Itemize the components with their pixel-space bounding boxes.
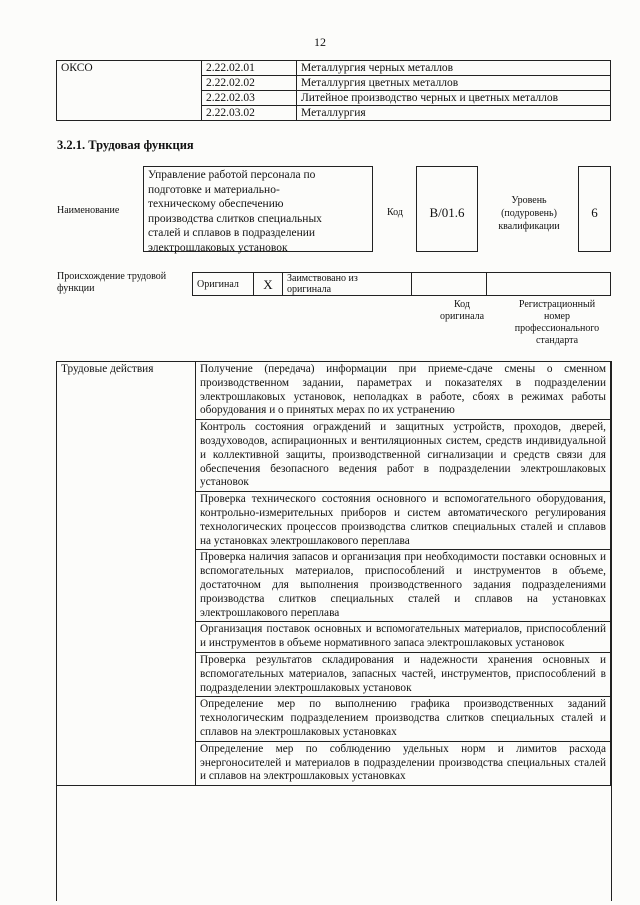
registration-caption-line: профессионального	[514, 323, 600, 334]
page-number: 12	[314, 35, 326, 49]
okso-code: 2.22.02.01	[202, 61, 297, 76]
function-name-line: Управление работой персонала по	[148, 169, 316, 181]
original-mark: X	[254, 273, 283, 296]
function-name-line: подготовке и материально-	[148, 183, 280, 196]
code-value: В/01.6	[416, 166, 478, 252]
okso-name: Литейное производство черных и цветных металлов	[297, 91, 611, 106]
table-frame-right	[611, 361, 612, 901]
okso-code: 2.22.02.03	[202, 91, 297, 106]
function-name-line: сталей и сплавов в подразделении	[148, 227, 316, 239]
labor-action-item: Определение мер по выполнению графика производственных заданий технологическим подразделением производства слитков специальных сталей и сплавов на электрошлаковых установках	[196, 697, 611, 741]
labor-action-item: Контроль состояния ограждений и защитных устройств, проходов, дверей, воздуховодов, аспирационных и вентиляционных систем, средств индивидуальной и коллективной защиты, производственной сигнализации и средств связи для обеспечения безопасного ведения работ в подразделении электрошлаковых установок	[196, 420, 611, 492]
function-name-line: производства слитков специальных	[148, 212, 322, 225]
registration-caption-line: Регистрационный	[518, 299, 596, 310]
original-label: Оригинал	[193, 273, 254, 296]
okso-code: 2.22.03.02	[202, 106, 297, 121]
level-label-line: Уровень	[511, 195, 547, 206]
labor-action-item: Проверка результатов складирования и надежности хранения основных и вспомогательных материалов, запасных частей, инструментов, приспособлений в подразделении электрошлаковых установок	[196, 652, 611, 696]
code-caption-line: Код	[454, 299, 470, 310]
okso-code: 2.22.02.02	[202, 76, 297, 91]
origin-table	[192, 272, 611, 296]
okso-name: Металлургия	[297, 106, 611, 121]
registration-number-cell	[487, 273, 611, 296]
code-label: Код	[387, 207, 403, 218]
borrowed-cell	[283, 273, 412, 296]
original-code-cell	[412, 273, 487, 296]
registration-caption	[504, 299, 610, 347]
okso-label: ОКСО	[57, 61, 202, 121]
labor-action-item: Проверка технического состояния основного и вспомогательного оборудования, контрольно-измерительных приборов и систем автоматического регулирования технологических процессов производства слитков специальных сталей и сплавов на установках электрошлакового переплава	[196, 492, 611, 550]
borrowed-line: оригинала	[287, 284, 332, 295]
function-name-line: электрошлаковых установок	[148, 241, 288, 254]
name-label: Наименование	[57, 205, 120, 216]
level-value: 6	[578, 166, 611, 252]
labor-actions-label: Трудовые действия	[57, 362, 196, 786]
registration-caption-line: номер	[544, 311, 570, 322]
registration-caption-line: стандарта	[535, 335, 579, 346]
origin-label-line: функции	[57, 283, 95, 294]
labor-action-item: Определение мер по соблюдению удельных норм и лимитов расхода энергоносителей и материалов в подразделении производства специальных сталей и сплавов на электрошлаковых установках	[196, 741, 611, 785]
table-row	[193, 273, 611, 296]
labor-actions-table	[56, 361, 611, 786]
level-label	[484, 194, 574, 233]
labor-action-item: Получение (передача) информации при приеме-сдаче смены о сменном производственном задании, параметрах и показателях в подразделении электрошлаковых установок, неполадках в работе, сбоях в режимах работы оборудования и о принятых мерах по их устранению	[196, 362, 611, 420]
labor-action-item: Проверка наличия запасов и организация при необходимости поставки основных и вспомогательных материалов, приспособлений и инструментов в объеме, достаточном для выполнения производственного задания подразделениями производства слитков специальных сталей и сплавов на установках электрошлакового переплава	[196, 550, 611, 622]
labor-action-item: Организация поставок основных и вспомогательных материалов, приспособлений и инструментов в объеме нормативного запаса электрошлаковых установок	[196, 622, 611, 653]
table-row	[57, 362, 611, 420]
borrowed-line: Заимствовано из	[287, 273, 358, 284]
level-label-line: квалификации	[498, 221, 560, 232]
table-row	[57, 61, 611, 76]
okso-table	[56, 60, 611, 121]
origin-label	[57, 271, 166, 295]
function-name-line: техническому обеспечению	[148, 198, 284, 210]
origin-label-line: Происхождение трудовой	[57, 271, 167, 282]
okso-name: Металлургия черных металлов	[297, 61, 611, 76]
okso-name: Металлургия цветных металлов	[297, 76, 611, 91]
level-label-line: (подуровень)	[501, 208, 557, 219]
function-name-box	[143, 166, 373, 252]
section-title: 3.2.1. Трудовая функция	[57, 138, 194, 152]
code-caption	[424, 299, 500, 323]
code-caption-line: оригинала	[439, 311, 485, 322]
